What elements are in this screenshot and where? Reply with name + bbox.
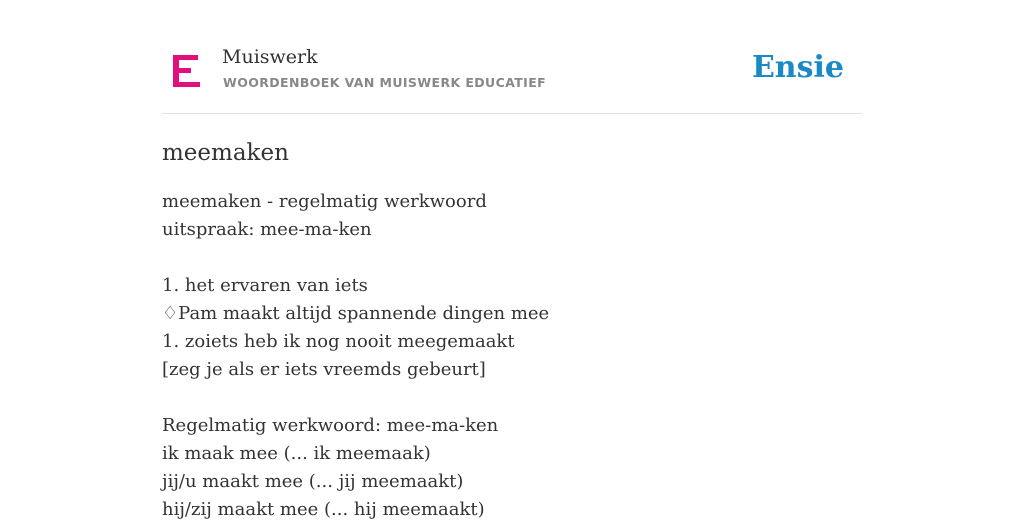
site-subtitle: WOORDENBOEK VAN MUISWERK EDUCATIEF [223,75,547,90]
entry-line: 1. zoiets heb ik nog nooit meegemaakt [162,331,515,352]
logo-bar-bottom [173,82,200,87]
page-container [162,0,862,524]
entry-line: ik maak mee (... ik meemaak) [162,443,431,464]
ensie-brand-link[interactable]: Ensie [751,50,844,85]
logo-bar-top [173,55,198,60]
entry-body [162,188,862,524]
entry-line: uitspraak: mee-ma-ken [162,219,372,240]
entry-line: meemaken - regelmatig werkwoord [162,191,487,212]
site-header [162,0,862,114]
logo-bar-middle [173,68,191,73]
entry-line-blank [162,244,862,272]
entry-line: hij/zij maakt mee (... hij meemaakt) [162,499,485,520]
muiswerk-logo-icon[interactable] [173,55,200,87]
entry-line: 1. het ervaren van iets [162,275,368,296]
entry-line: jij/u maakt mee (... jij meemaakt) [162,471,464,492]
entry-title: meemaken [162,140,289,166]
entry-line: ♢Pam maakt altijd spannende dingen mee [162,303,550,324]
entry-line: [zeg je als er iets vreemds gebeurt] [162,359,486,380]
entry-line-blank [162,384,862,412]
site-name[interactable]: Muiswerk [222,46,318,68]
entry-line: Regelmatig werkwoord: mee-ma-ken [162,415,499,436]
